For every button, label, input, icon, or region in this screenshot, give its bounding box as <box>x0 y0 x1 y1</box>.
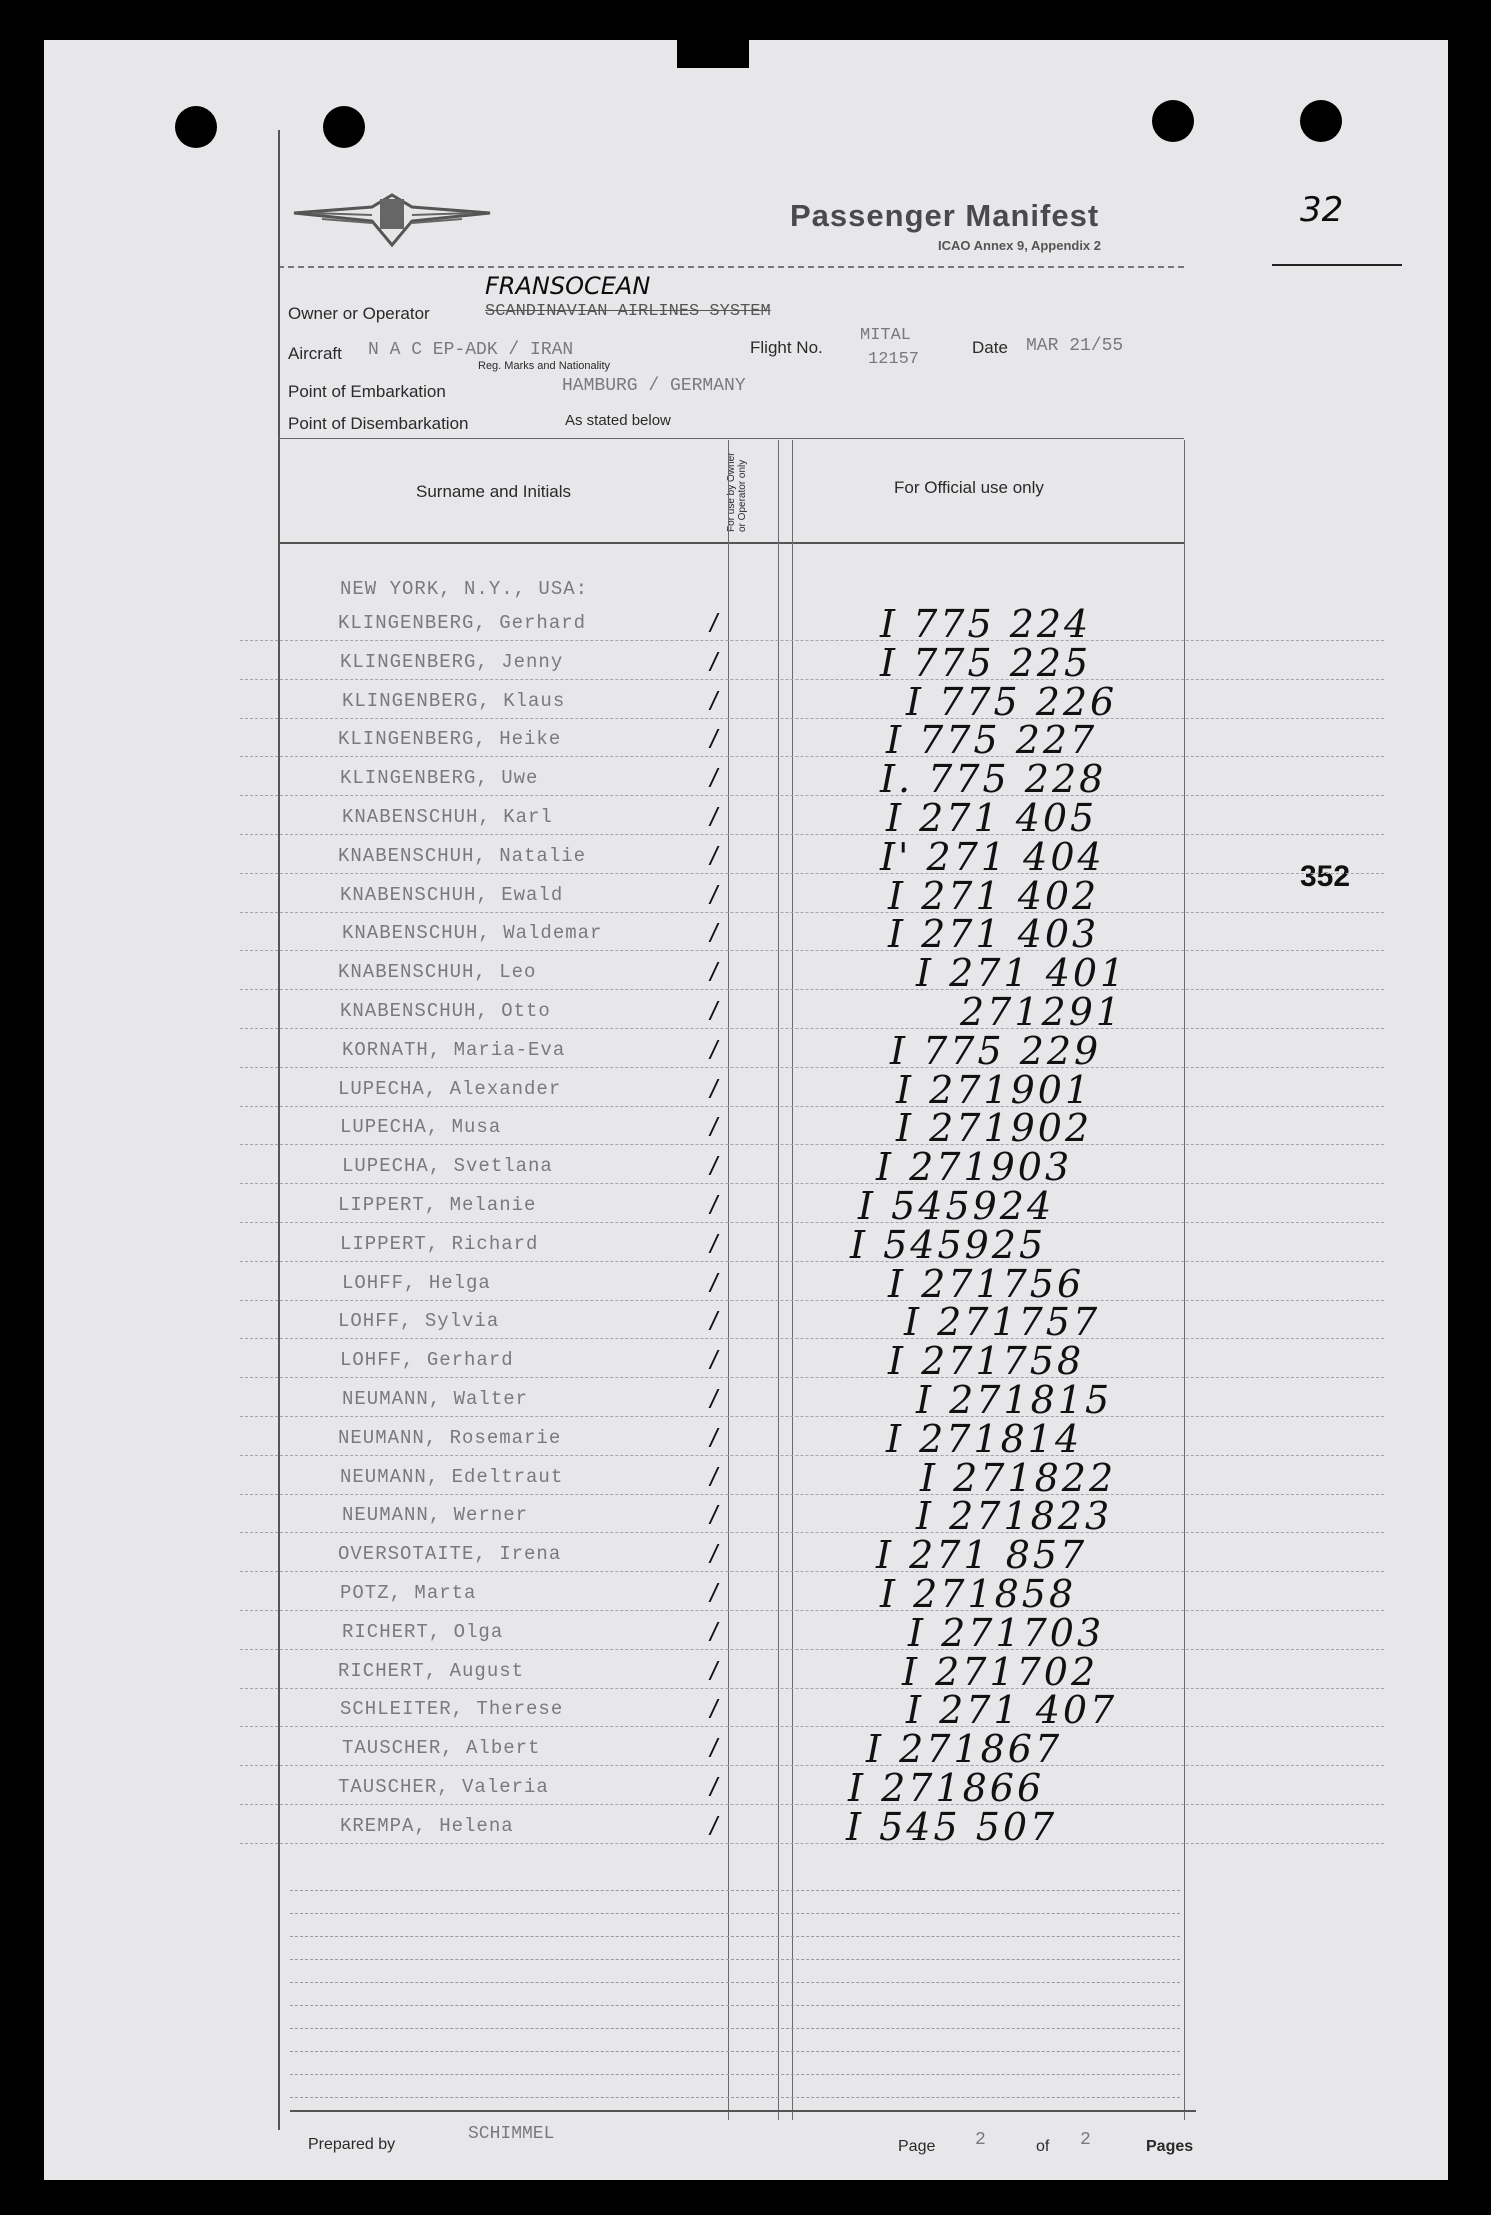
passenger-name: LUPECHA, Musa <box>340 1116 502 1139</box>
official-number: I 271 403 <box>888 912 1100 957</box>
checkmark: / <box>710 879 718 910</box>
official-number: I 775 226 <box>906 679 1118 724</box>
table-row <box>0 1028 1404 1073</box>
prepared-label: Prepared by <box>308 2136 396 2153</box>
official-number: I 271 857 <box>876 1533 1088 1578</box>
checkmark: / <box>710 996 718 1026</box>
table-row <box>0 912 1404 957</box>
row-rule <box>240 1843 1384 1844</box>
blank-row-rule <box>290 2097 1180 2099</box>
checkmark: / <box>710 1228 718 1259</box>
col-owner-header: For use by Owner or Operator only <box>726 452 748 532</box>
official-number: I 775 227 <box>886 718 1098 763</box>
aircraft-label: Aircraft <box>288 344 342 363</box>
table-row <box>0 1455 1404 1500</box>
passenger-name: NEUMANN, Rosemarie <box>338 1426 562 1449</box>
passenger-name: KNABENSCHUH, Ewald <box>340 883 564 906</box>
owner-struck-value: SCANDINAVIAN AIRLINES SYSTEM <box>485 302 771 321</box>
checkmark: / <box>710 1034 718 1065</box>
checkmark: / <box>710 802 718 832</box>
blank-row-rule <box>290 2028 1180 2030</box>
official-number: I 271815 <box>916 1378 1113 1422</box>
checkmark: / <box>710 1073 718 1104</box>
passenger-name: TAUSCHER, Albert <box>342 1737 541 1760</box>
passenger-name: KLINGENBERG, Jenny <box>340 650 564 673</box>
table-row <box>0 1106 1404 1151</box>
airline-wings-logo <box>292 185 492 255</box>
official-number: I 271866 <box>848 1766 1045 1810</box>
official-number: I 271758 <box>888 1339 1085 1384</box>
checkmark: / <box>710 1616 718 1647</box>
blank-row-rule <box>290 2051 1180 2053</box>
passenger-name: POTZ, Marta <box>340 1582 477 1604</box>
passenger-name: KORNATH, Maria-Eva <box>342 1038 566 1061</box>
page-subtitle: ICAO Annex 9, Appendix 2 <box>938 238 1102 253</box>
passenger-name: KNABENSCHUH, Leo <box>338 961 537 984</box>
table-row <box>0 1494 1404 1539</box>
official-number: I 271 401 <box>916 951 1128 996</box>
date-value: MAR 21/55 <box>1026 336 1124 356</box>
official-number: I 545924 <box>858 1184 1055 1228</box>
passenger-name: KLINGENBERG, Uwe <box>340 767 539 790</box>
official-number: I 271 402 <box>888 873 1100 918</box>
checkmark: / <box>710 1694 718 1725</box>
col-surname-header: Surname and Initials <box>416 482 571 501</box>
corner-mark: 32 <box>1300 190 1344 230</box>
pages-label: Pages <box>1146 2138 1194 2155</box>
punch-hole <box>175 106 217 148</box>
passenger-name: SCHLEITER, Therese <box>340 1698 564 1721</box>
table-row <box>0 679 1404 724</box>
passenger-name: LOHFF, Helga <box>342 1271 491 1294</box>
table-row <box>0 990 1404 1034</box>
official-number: I 271757 <box>904 1300 1101 1345</box>
table-row <box>0 1688 1404 1733</box>
official-number: I 775 225 <box>880 640 1092 685</box>
table-row <box>0 1804 1404 1849</box>
of-value: 2 <box>1080 2130 1091 2150</box>
official-number: I 271901 <box>896 1067 1093 1112</box>
checkmark: / <box>710 1539 718 1570</box>
checkmark: / <box>710 1810 718 1841</box>
passenger-name: LIPPERT, Melanie <box>338 1194 537 1216</box>
passenger-name: KLINGENBERG, Heike <box>338 728 562 751</box>
passenger-name: KNABENSCHUH, Natalie <box>338 844 587 867</box>
official-number: I 775 224 <box>880 602 1092 646</box>
blank-row-rule <box>290 1913 1180 1915</box>
blank-row-rule <box>290 1936 1180 1938</box>
table-row <box>0 1067 1404 1112</box>
page-value: 2 <box>975 2130 986 2150</box>
passenger-name: LIPPERT, Richard <box>340 1232 539 1255</box>
checkmark: / <box>710 918 718 949</box>
table-row <box>0 1610 1404 1655</box>
passenger-name: KLINGENBERG, Gerhard <box>338 612 587 634</box>
checkmark: / <box>710 1578 718 1608</box>
checkmark: / <box>710 1151 718 1182</box>
page-title: Passenger Manifest <box>790 198 1100 233</box>
table-row <box>0 718 1404 763</box>
corner-underline <box>1272 264 1402 266</box>
aircraft-value: N A C EP-ADK / IRAN <box>368 340 574 360</box>
passenger-name: KNABENSCHUH, Waldemar <box>342 922 603 945</box>
official-number: I 271703 <box>908 1610 1105 1655</box>
table-row <box>0 1727 1404 1772</box>
flight-value-2: 12157 <box>868 350 920 369</box>
official-number: I 775 229 <box>890 1028 1102 1073</box>
official-number: I. 775 228 <box>880 757 1107 802</box>
blank-row-rule <box>290 2005 1180 2007</box>
blank-row-rule <box>290 1890 1180 1892</box>
page-label: Page <box>898 2138 936 2155</box>
official-number: I 271 407 <box>906 1688 1118 1733</box>
date-label: Date <box>972 338 1008 357</box>
official-number: I 271903 <box>876 1145 1073 1190</box>
disembark-label: Point of Disembarkation <box>288 414 469 433</box>
table-row <box>0 1300 1404 1345</box>
official-number: I 271814 <box>886 1416 1083 1461</box>
passenger-name: LOHFF, Gerhard <box>340 1349 514 1372</box>
table-row <box>0 1339 1404 1384</box>
checkmark: / <box>710 1422 718 1453</box>
checkmark: / <box>710 1772 718 1802</box>
official-number: I 271702 <box>902 1649 1099 1694</box>
table-row <box>0 1222 1404 1267</box>
passenger-name: OVERSOTAITE, Irena <box>338 1543 562 1566</box>
table-row <box>0 1261 1404 1306</box>
disembark-value: As stated below <box>565 412 671 429</box>
checkmark: / <box>710 1190 718 1220</box>
official-number: I 271867 <box>866 1727 1063 1772</box>
passenger-name: NEUMANN, Edeltraut <box>340 1465 564 1488</box>
prepared-value: SCHIMMEL <box>468 2124 555 2144</box>
table-row <box>0 1649 1404 1694</box>
passenger-name: LUPECHA, Svetlana <box>342 1155 553 1178</box>
checkmark: / <box>710 840 718 871</box>
flight-label: Flight No. <box>750 338 823 357</box>
official-number: 271291 <box>960 990 1124 1034</box>
blank-row-rule <box>290 1982 1180 1984</box>
reg-label: Reg. Marks and Nationality <box>478 360 611 372</box>
official-number: I' 271 404 <box>880 834 1105 879</box>
checkmark: / <box>710 1112 718 1143</box>
passenger-name: RICHERT, Olga <box>342 1620 504 1643</box>
checkmark: / <box>710 1655 718 1686</box>
checkmark: / <box>710 685 718 716</box>
official-number: I 271823 <box>916 1494 1113 1539</box>
checkmark: / <box>710 1500 718 1531</box>
table-row <box>0 951 1404 996</box>
checkmark: / <box>710 1306 718 1337</box>
passenger-name: RICHERT, August <box>338 1659 525 1682</box>
official-number: I 545 507 <box>846 1804 1058 1849</box>
passenger-name: TAUSCHER, Valeria <box>338 1776 549 1798</box>
flight-value-1: MITAL <box>860 326 912 345</box>
official-number: I 545925 <box>850 1222 1047 1267</box>
punch-hole <box>1152 100 1194 142</box>
blank-row-rule <box>290 2074 1180 2076</box>
table-row <box>0 602 1404 646</box>
checkmark: / <box>710 763 718 794</box>
passenger-name: KREMPA, Helena <box>340 1814 514 1837</box>
passenger-name: LUPECHA, Alexander <box>338 1077 562 1100</box>
passenger-name: LOHFF, Sylvia <box>338 1310 500 1333</box>
checkmark: / <box>710 646 718 677</box>
embark-label: Point of Embarkation <box>288 382 446 401</box>
official-number: I 271902 <box>896 1106 1093 1151</box>
table-row <box>0 1145 1404 1190</box>
official-number: I 271858 <box>880 1572 1077 1616</box>
table-row <box>0 1766 1404 1810</box>
owner-value: FRANSOCEAN <box>485 272 651 300</box>
checkmark: / <box>710 1461 718 1492</box>
table-row <box>0 1378 1404 1422</box>
checkmark: / <box>710 1267 718 1298</box>
checkmark: / <box>710 957 718 988</box>
passenger-name: KNABENSCHUH, Karl <box>342 806 553 828</box>
of-label: of <box>1036 2138 1050 2155</box>
table-row <box>0 757 1404 802</box>
col-official-header: For Official use only <box>894 478 1044 497</box>
owner-label: Owner or Operator <box>288 304 430 323</box>
table-row <box>0 873 1404 918</box>
passenger-name: KNABENSCHUH, Otto <box>340 1000 551 1022</box>
table-row <box>0 1572 1404 1616</box>
checkmark: / <box>710 1345 718 1376</box>
official-number: I 271822 <box>920 1455 1117 1500</box>
table-row <box>0 1184 1404 1228</box>
table-row <box>0 1533 1404 1578</box>
checkmark: / <box>710 1733 718 1764</box>
binder-tab <box>677 40 749 68</box>
destination-heading: NEW YORK, N.Y., USA: <box>340 578 589 600</box>
checkmark: / <box>710 1384 718 1414</box>
official-number: I 271756 <box>888 1261 1085 1306</box>
blank-row-rule <box>290 1959 1180 1961</box>
punch-hole <box>1300 100 1342 142</box>
official-number: I 271 405 <box>886 796 1098 840</box>
passenger-name: NEUMANN, Walter <box>342 1388 529 1410</box>
checkmark: / <box>710 608 718 638</box>
table-row <box>0 640 1404 685</box>
side-page-number: 352 <box>1300 860 1351 893</box>
table-row <box>0 1416 1404 1461</box>
checkmark: / <box>710 724 718 755</box>
embark-value: HAMBURG / GERMANY <box>562 376 746 396</box>
table-row <box>0 796 1404 840</box>
punch-hole <box>323 106 365 148</box>
passenger-name: NEUMANN, Werner <box>342 1504 529 1527</box>
passenger-name: KLINGENBERG, Klaus <box>342 689 566 712</box>
